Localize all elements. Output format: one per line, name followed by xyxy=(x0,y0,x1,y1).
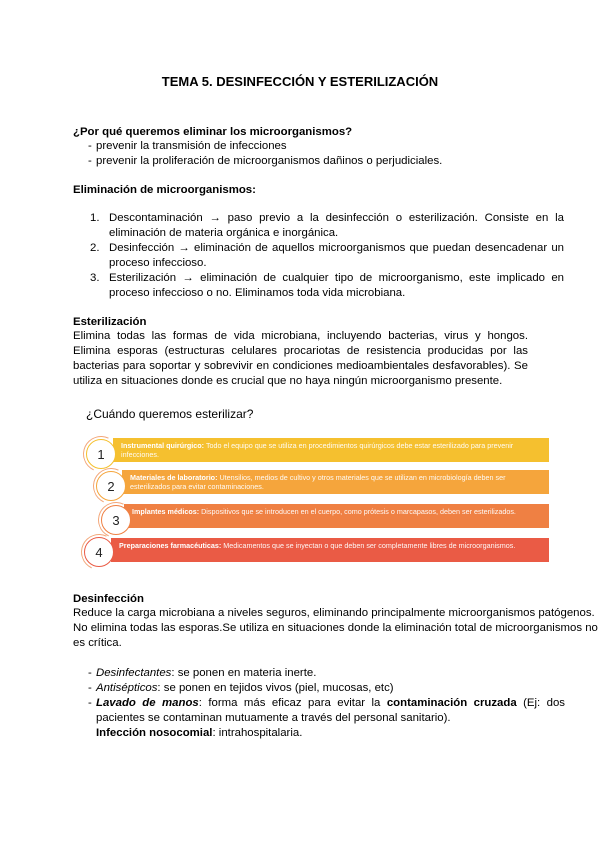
disinfection-text: Reduce la carga microbiana a niveles seguros, eliminando principalmente microorganismos patógenos. No elimina todas las esporas.Se utiliza en situaciones donde la eliminación total de microorganismos no es crítica. xyxy=(73,607,598,649)
list-item: 2. Desinfección → eliminación de aquellos microorganismos que puedan desencadenar un proceso infeccioso. xyxy=(90,242,564,269)
diagram-title: ¿Cuándo queremos esterilizar? xyxy=(86,407,254,421)
diagram-number-2: 2 xyxy=(96,471,126,501)
sterilization-text: Elimina todas las formas de vida microbiana, incluyendo bacterias, virus y hongos. Elimina esporas (estructuras celulares procariotas de resistencia producidas por las bacterias para soportar y sobrevivir en condiciones medioambientales desfavorables). Se utiliza en situaciones donde es crucial que no haya ningún microorganismo presente. xyxy=(73,330,528,387)
list-item-nosocomial: Infección nosocomial: intrahospitalaria. xyxy=(96,727,303,739)
diagram-bar-3 xyxy=(124,504,549,528)
list-item: - Antisépticos: se ponen en tejidos vivos (piel, mucosas, etc) xyxy=(73,681,565,696)
list-item: - Desinfectantes: se ponen en materia inerte. xyxy=(73,666,565,681)
list-item: - prevenir la transmisión de infecciones xyxy=(73,139,533,154)
diagram-bar-1 xyxy=(113,438,549,462)
why-heading: ¿Por qué queremos eliminar los microorganismos? xyxy=(73,126,353,138)
diagram-bar-label: Instrumental quirúrgico: xyxy=(121,441,205,450)
disinfection-heading: Desinfección xyxy=(73,593,144,605)
diagram-bar-label: Implantes médicos: xyxy=(132,507,200,516)
elimination-heading: Eliminación de microorganismos: xyxy=(73,184,256,196)
page-title: TEMA 5. DESINFECCIÓN Y ESTERILIZACIÓN xyxy=(161,74,439,89)
disinfection-list xyxy=(73,666,565,741)
diagram-bar-label: Preparaciones farmacéuticas: xyxy=(119,541,222,550)
sterilization-heading: Esterilización xyxy=(73,316,147,328)
why-list xyxy=(73,139,533,169)
diagram-bar-text: Dispositivos que se introducen en el cuerpo, como prótesis o marcapasos, deben ser esterilizados. xyxy=(201,507,516,516)
list-item: - prevenir la proliferación de microorganismos dañinos o perjudiciales. xyxy=(73,154,533,169)
diagram-bar-text: Utensilios, medios de cultivo y otros materiales que se utilizan en microbiología deben ser esterilizados para evitar contaminaciones. xyxy=(130,473,506,491)
diagram-bar-4 xyxy=(111,538,549,562)
diagram-bar-label: Materiales de laboratorio: xyxy=(130,473,218,482)
diagram-bar-text: Medicamentos que se inyectan o que deben ser completamente libres de microorganismos. xyxy=(223,541,516,550)
diagram-bar-text: Todo el equipo que se utiliza en procedimientos quirúrgicos debe estar esterilizado para prevenir infecciones. xyxy=(121,441,514,459)
list-item: - Lavado de manos: forma más eficaz para evitar la contaminación cruzada (Ej: dos pacientes se contaminan mutuamente a través del personal sanitario). xyxy=(73,696,565,726)
list-item: 1. Descontaminación → paso previo a la desinfección o esterilización. Consiste en la eliminación de materia orgánica e inorgánica. xyxy=(90,212,564,239)
diagram-number-3: 3 xyxy=(101,505,131,535)
list-item: 3. Esterilización → eliminación de cualquier tipo de microorganismo, este implicado en proceso infeccioso o no. Eliminamos toda vida microbiana. xyxy=(90,272,564,299)
diagram-bar-2 xyxy=(122,470,549,494)
diagram-number-4: 4 xyxy=(84,537,114,567)
elimination-list xyxy=(73,211,564,301)
diagram-number-1: 1 xyxy=(86,439,116,469)
